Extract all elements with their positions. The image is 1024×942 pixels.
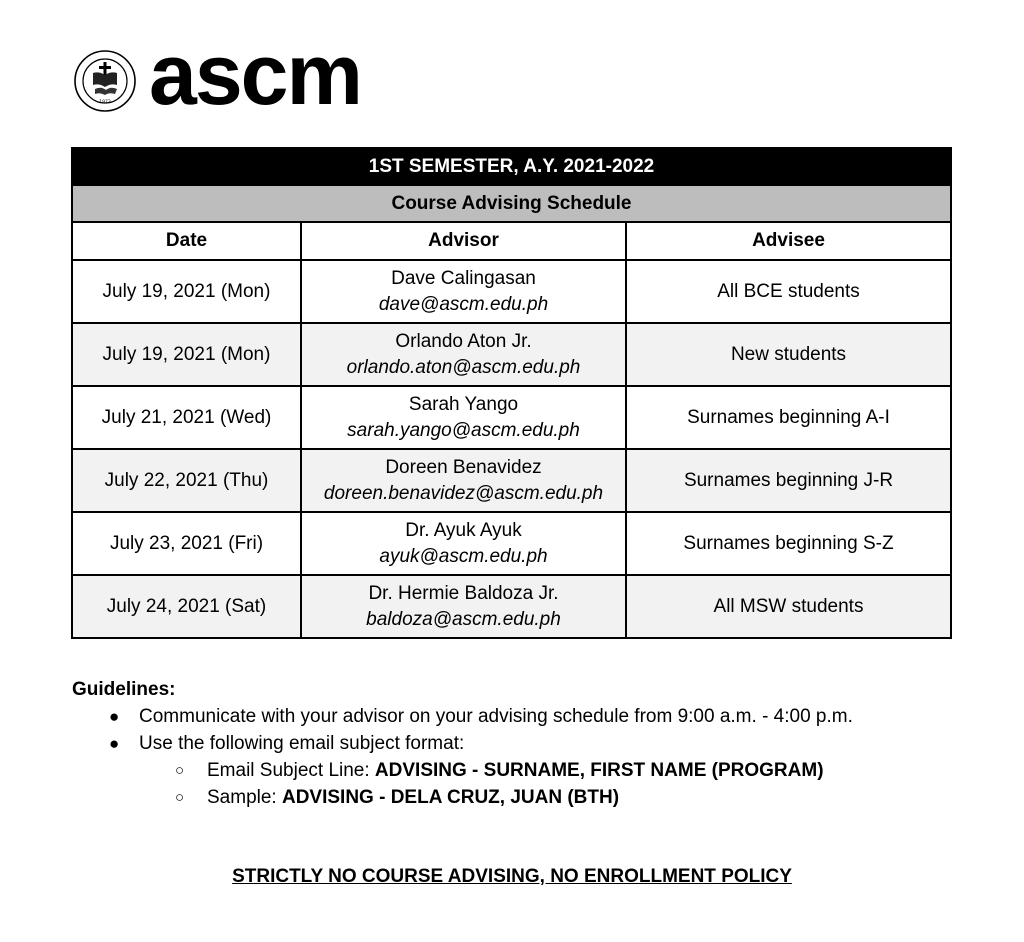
advisor-cell [301, 512, 626, 575]
table-row [72, 512, 951, 575]
advisor-email: sarah.yango@ascm.edu.ph [347, 419, 580, 441]
advisor-email: ayuk@ascm.edu.ph [379, 545, 548, 567]
advisor-email: baldoza@ascm.edu.ph [366, 608, 561, 630]
advisor-name: Dave Calingasan [391, 267, 536, 289]
guideline-subitem [72, 757, 853, 784]
policy-notice: STRICTLY NO COURSE ADVISING, NO ENROLLMENT POLICY [232, 866, 792, 887]
guidelines-section [72, 676, 853, 811]
table-row [72, 449, 951, 512]
subject-sample: ADVISING - DELA CRUZ, JUAN (BTH) [281, 787, 620, 808]
guideline-item [72, 730, 853, 757]
column-header-advisor: Advisor [301, 222, 626, 260]
guideline-subitem [72, 784, 853, 811]
header-logo [73, 27, 361, 123]
table-row [72, 260, 951, 323]
guideline-text: Communicate with your advisor on your advising schedule from 9:00 a.m. - 4:00 p.m. [139, 706, 853, 727]
schedule-subtitle-row [72, 185, 951, 222]
date-cell: July 23, 2021 (Fri) [72, 512, 301, 575]
date-cell: July 22, 2021 (Thu) [72, 449, 301, 512]
advisor-name: Doreen Benavidez [385, 456, 542, 478]
table-row [72, 575, 951, 638]
table-row [72, 386, 951, 449]
date-cell: July 19, 2021 (Mon) [72, 323, 301, 386]
advising-schedule-table [71, 147, 952, 639]
advisor-email: orlando.aton@ascm.edu.ph [346, 356, 581, 378]
table-row [72, 323, 951, 386]
semester-title: 1ST SEMESTER, A.Y. 2021-2022 [72, 148, 951, 185]
subitem-label: Sample: [207, 787, 282, 808]
guidelines-list [72, 703, 853, 757]
date-cell: July 19, 2021 (Mon) [72, 260, 301, 323]
advisor-email: dave@ascm.edu.ph [378, 293, 549, 315]
date-cell: July 21, 2021 (Wed) [72, 386, 301, 449]
advisor-name: Orlando Aton Jr. [395, 330, 532, 352]
subitem-label: Email Subject Line: [207, 760, 375, 781]
advisee-cell: Surnames beginning J-R [626, 449, 951, 512]
advisor-cell [301, 575, 626, 638]
advisee-cell: New students [626, 323, 951, 386]
advisor-email: doreen.benavidez@ascm.edu.ph [323, 482, 604, 504]
advisor-name: Dr. Ayuk Ayuk [405, 519, 522, 541]
advisee-cell: Surnames beginning S-Z [626, 512, 951, 575]
ascm-wordmark: ascm [149, 27, 361, 123]
guideline-text: Use the following email subject format: [139, 733, 465, 754]
column-header-date: Date [72, 222, 301, 260]
advisor-cell [301, 323, 626, 386]
schedule-subtitle: Course Advising Schedule [72, 185, 951, 222]
semester-title-row [72, 148, 951, 185]
subject-format: ADVISING - SURNAME, FIRST NAME (PROGRAM) [374, 760, 824, 781]
guidelines-sublist [72, 757, 853, 811]
seminary-seal-icon [73, 49, 137, 113]
advisor-cell [301, 386, 626, 449]
hollow-bullet-icon: ○ [175, 762, 185, 779]
hollow-bullet-icon: ○ [175, 789, 185, 806]
advisor-name: Sarah Yango [408, 393, 519, 415]
advisor-cell [301, 449, 626, 512]
advisor-name: Dr. Hermie Baldoza Jr. [368, 582, 559, 604]
guidelines-title: Guidelines: [72, 679, 176, 700]
advisee-cell: All BCE students [626, 260, 951, 323]
advisee-cell: Surnames beginning A-I [626, 386, 951, 449]
svg-text:1973: 1973 [99, 100, 111, 105]
guideline-item [72, 703, 853, 730]
bullet-icon: ● [109, 707, 120, 726]
date-cell: July 24, 2021 (Sat) [72, 575, 301, 638]
advisee-cell: All MSW students [626, 575, 951, 638]
bullet-icon: ● [109, 734, 120, 753]
advisor-cell [301, 260, 626, 323]
column-header-advisee: Advisee [626, 222, 951, 260]
column-header-row [72, 222, 951, 260]
